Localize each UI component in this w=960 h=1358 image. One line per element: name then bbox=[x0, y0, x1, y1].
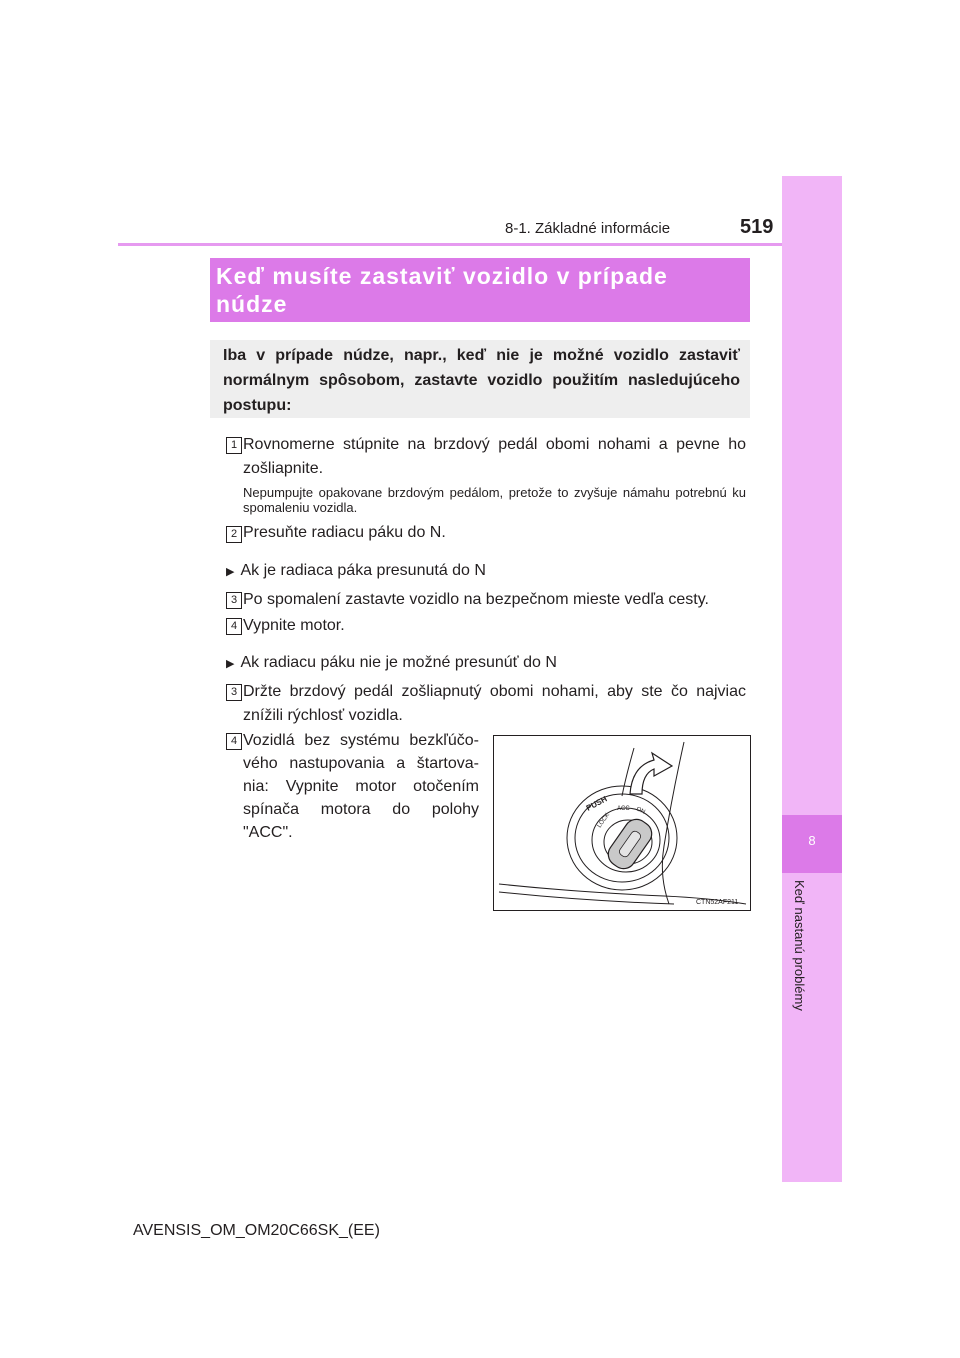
condition-heading bbox=[226, 653, 557, 674]
step-text: Presuňte radiacu páku do N. bbox=[243, 524, 446, 541]
intro-text: Iba v prípade núdze, napr., keď nie je možné vozidlo zastaviť normálnym spôsobom, zastavte vozidlo použitím nasledujúceho postupu: bbox=[223, 347, 740, 414]
step-text: Vozidlá bez systému bezkľúčo-vého nastupovania a štartova-nia: Vypnite motor otočením spínača motora do polohy "ACC". bbox=[243, 732, 479, 841]
step-note: Nepumpujte opakovane brzdovým pedálom, pretože to zvyšuje námahu potrebnú ku spomaleniu vozidla. bbox=[243, 485, 746, 515]
step-number: 3 bbox=[226, 684, 242, 701]
condition-text: Ak je radiaca páka presunutá do N bbox=[240, 562, 486, 579]
figure-code: CTN52AF211 bbox=[696, 899, 739, 906]
push-label: PUSH bbox=[584, 794, 609, 813]
triangle-arrow-icon: ▶ bbox=[226, 658, 235, 670]
step-text: Rovnomerne stúpnite na brzdový pedál obomi nohami a pevne ho zošliapnite. bbox=[243, 436, 746, 477]
document-footer: AVENSIS_OM_OM20C66SK_(EE) bbox=[133, 1222, 380, 1239]
chapter-label: Keď nastanú problémy bbox=[792, 880, 807, 1011]
step-number: 1 bbox=[226, 437, 242, 454]
triangle-arrow-icon: ▶ bbox=[226, 566, 235, 578]
acc-label: ACC bbox=[617, 806, 630, 812]
step-text: Po spomalení zastavte vozidlo na bezpečnom mieste vedľa cesty. bbox=[243, 591, 709, 608]
page-number: 519 bbox=[740, 216, 774, 238]
on-label: ON bbox=[635, 806, 646, 816]
condition-heading bbox=[226, 561, 486, 582]
step-number: 2 bbox=[226, 526, 242, 543]
step-number: 4 bbox=[226, 618, 242, 635]
ignition-switch-figure bbox=[493, 735, 751, 911]
chapter-number: 8 bbox=[808, 833, 816, 848]
step-text: Vypnite motor. bbox=[243, 617, 345, 634]
header-rule bbox=[118, 243, 782, 246]
chapter-side-tab bbox=[782, 176, 842, 1182]
ignition-switch-illustration bbox=[494, 736, 750, 910]
condition-text: Ak radiacu páku nie je možné presunúť do N bbox=[240, 654, 557, 671]
page-title: Keď musíte zastaviť vozidlo v prípade núdze bbox=[216, 263, 668, 317]
step-number: 4 bbox=[226, 733, 242, 750]
step-number: 3 bbox=[226, 592, 242, 609]
lock-label: LOCK bbox=[596, 812, 612, 830]
step-text: Držte brzdový pedál zošliapnutý obomi nohami, aby ste čo najviac znížili rýchlosť vozidla. bbox=[243, 683, 746, 724]
section-header: 8-1. Základné informácie bbox=[505, 220, 671, 237]
